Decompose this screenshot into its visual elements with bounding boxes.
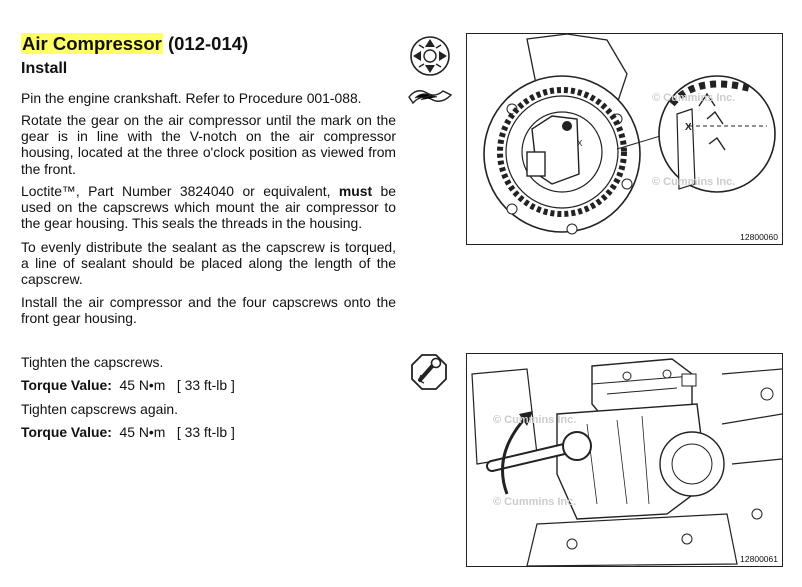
section-subtitle: Install bbox=[21, 60, 68, 77]
figure-number: 12800060 bbox=[740, 232, 778, 242]
torque-label: Torque Value: bbox=[21, 377, 112, 393]
watermark: © Cummins Inc. bbox=[493, 414, 577, 426]
svg-text:X: X bbox=[685, 122, 692, 133]
title-highlight: Air Compressor bbox=[22, 33, 162, 54]
paragraph-loctite bbox=[21, 183, 396, 232]
loctite-text-post: be used on the capscrews which mount the air compressor to the gear housing. This seals the threads in the housing. bbox=[21, 183, 396, 232]
paragraph-pin-crankshaft: Pin the engine crankshaft. Refer to Procedure 001-088. bbox=[21, 90, 362, 106]
torque-label: Torque Value: bbox=[21, 424, 112, 440]
figure-number: 12800061 bbox=[740, 554, 778, 564]
loctite-text-pre: Loctite™, Part Number 3824040 or equivalent, bbox=[21, 183, 339, 199]
torque-metric: 45 N•m bbox=[119, 377, 166, 393]
figure-torque-capscrews bbox=[466, 353, 783, 567]
compressor-illustration bbox=[467, 354, 782, 566]
svg-text:X: X bbox=[577, 139, 583, 148]
torque-metric: 45 N•m bbox=[119, 424, 166, 440]
paragraph-sealant: To evenly distribute the sealant as the capscrew is torqued, a line of sealant should be placed along the length of the capscrew. bbox=[21, 239, 396, 288]
paragraph-install: Install the air compressor and the four capscrews onto the front gear housing. bbox=[21, 294, 396, 327]
watermark: © Cummins Inc. bbox=[493, 496, 577, 508]
page-title bbox=[21, 33, 248, 55]
torque-imperial: [ 33 ft-lb ] bbox=[176, 424, 235, 440]
watermark: © Cummins Inc. bbox=[652, 92, 736, 104]
figure-gear-alignment bbox=[466, 33, 783, 245]
torque-value-row bbox=[21, 377, 235, 393]
step-tighten-again: Tighten capscrews again. bbox=[21, 401, 178, 417]
watermark: © Cummins Inc. bbox=[652, 176, 736, 188]
paragraph-rotate-gear: Rotate the gear on the air compressor until the mark on the gear is in line with the V-notch on the air compressor housing, located at the three o'clock position as viewed from the front. bbox=[21, 112, 396, 177]
step-tighten: Tighten the capscrews. bbox=[21, 354, 164, 370]
gear-illustration bbox=[467, 34, 782, 244]
torque-value-row bbox=[21, 424, 235, 440]
sealant-icon bbox=[407, 85, 453, 107]
rotate-engine-icon bbox=[409, 35, 451, 77]
loctite-text-must: must bbox=[338, 183, 373, 199]
procedure-number: (012-014) bbox=[162, 33, 249, 54]
torque-wrench-icon bbox=[410, 353, 448, 391]
torque-imperial: [ 33 ft-lb ] bbox=[176, 377, 235, 393]
